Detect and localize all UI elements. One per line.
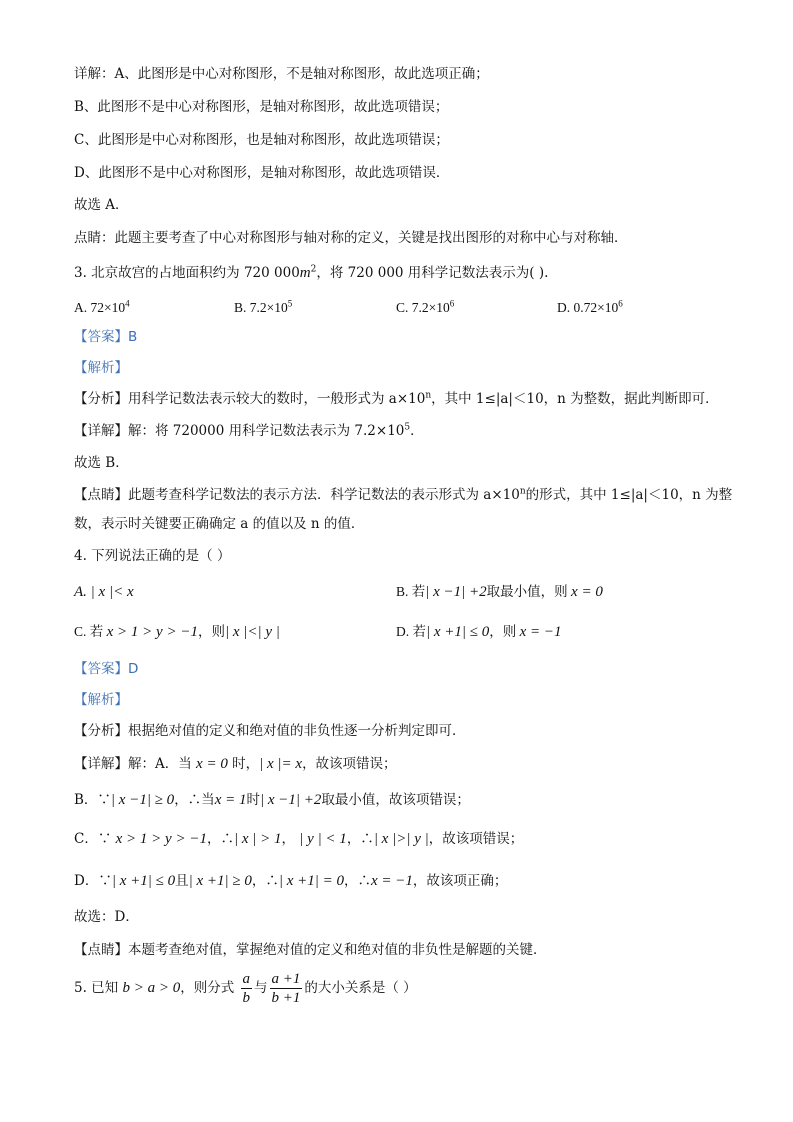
- q3-xiangjie: 【详解】解：将 720000 用科学记数法表示为 $7.2\times 10^5$．: [74, 422, 424, 439]
- q4-answer-tag: 【答案】D: [74, 661, 139, 677]
- q3-option-b: B. $7.2\times 10^5$: [234, 298, 293, 315]
- q4-option-d: D. 若| x +1| ≤ 0，则 x = −1: [396, 624, 562, 640]
- q3-stem-unit: m: [299, 265, 311, 281]
- q3-choose: 故选 B．: [74, 455, 129, 471]
- q4-analysis-tag: 【解析】: [74, 692, 128, 708]
- q3-option-c: C. $7.2\times 10^6$: [396, 298, 455, 315]
- q3-dianjing-cont: 数，表示时关键要正确确定 a 的值以及 n 的值．: [74, 516, 365, 532]
- q4-xiangjie-c: C．∵ x > 1 > y > −1，∴| x | > 1， | y | < 1，∴| x |>| y |，故该项错误；: [74, 831, 524, 847]
- q4-fenxi: 【分析】根据绝对值的定义和绝对值的非负性逐一分析判定即可．: [74, 723, 466, 739]
- q4-option-c: C. 若 x > 1 > y > −1，则| x |<| y |: [74, 624, 280, 640]
- comment-line: 点睛：此题主要考查了中心对称图形与轴对称的定义，关键是找出图形的对称中心与对称轴．: [74, 230, 628, 246]
- q4-option-a: A. | x |< x: [74, 584, 134, 600]
- solution-line-a: 详解：A、此图形是中心对称图形，不是轴对称图形，故此选项正确；: [74, 66, 489, 82]
- q3-option-a: A. $72\times 10^4$: [74, 298, 130, 315]
- q3-answer-tag: 【答案】B: [74, 329, 138, 345]
- q5-stem: 5. 已知 b > a > 0，则分式 $\frac{a}{b}$ 与 $\frac{a +1}{b +1}$ 的大小关系是（ ）: [74, 971, 417, 1006]
- q4-xiangjie-b: B．∵| x −1| ≥ 0，∴当x = 1时| x −1| +2取最小值，故该项错误；: [74, 792, 470, 808]
- q3-analysis-tag: 【解析】: [74, 360, 128, 376]
- choice-line: 故选 A．: [74, 197, 129, 213]
- q4-stem: 4. 下列说法正确的是（ ）: [74, 548, 231, 564]
- q4-dianjing: 【点睛】本题考查绝对值，掌握绝对值的定义和绝对值的非负性是解题的关键．: [74, 942, 547, 958]
- q3-fenxi: 【分析】用科学记数法表示较大的数时，一般形式为 $a\times 10^n$，其中 1≤|a|＜10，n 为整数，据此判断即可．: [74, 390, 719, 407]
- q4-xiangjie-a: 【详解】解：A．当 x = 0 时，| x |= x，故该项错误；: [74, 756, 397, 772]
- q3-stem: 3. 北京故宫的占地面积约为 720 $000m^2$，将 720 000 用科学记数法表示为( ).: [74, 264, 549, 281]
- q4-xiangjie-d: D．∵| x +1| ≤ 0且| x +1| ≥ 0，∴| x +1| = 0，∴x = −1，故该项正确；: [74, 873, 508, 889]
- q3-dianjing: 【点睛】此题考查科学记数法的表示方法．科学记数法的表示形式为 $a\times 10^n$的形式，其中 1≤|a|＜10，n 为整: [74, 486, 733, 503]
- q3-stem-text-a: 3. 北京故宫的占地面积约为 720 000: [74, 265, 300, 281]
- solution-line-d: D、此图形不是中心对称图形，是轴对称图形，故此选项错误．: [74, 165, 450, 181]
- q5-fraction-a1-over-b1: $\frac{a +1}{b +1}$: [271, 971, 301, 1006]
- solution-line-c: C、此图形是中心对称图形，也是轴对称图形，故此选项错误；: [74, 132, 449, 148]
- solution-line-b: B、此图形不是中心对称图形，是轴对称图形，故此选项错误；: [74, 99, 449, 115]
- q3-option-d: D. $0.72\times 10^6$: [557, 298, 623, 315]
- q3-stem-text-b: ，将 720 000 用科学记数法表示为( ).: [316, 265, 549, 281]
- q5-fraction-a-over-b: $\frac{a}{b}$: [242, 971, 251, 1006]
- q4-option-b: B. 若| x −1| +2取最小值，则 x = 0: [396, 584, 603, 600]
- q4-choose: 故选：D．: [74, 909, 139, 925]
